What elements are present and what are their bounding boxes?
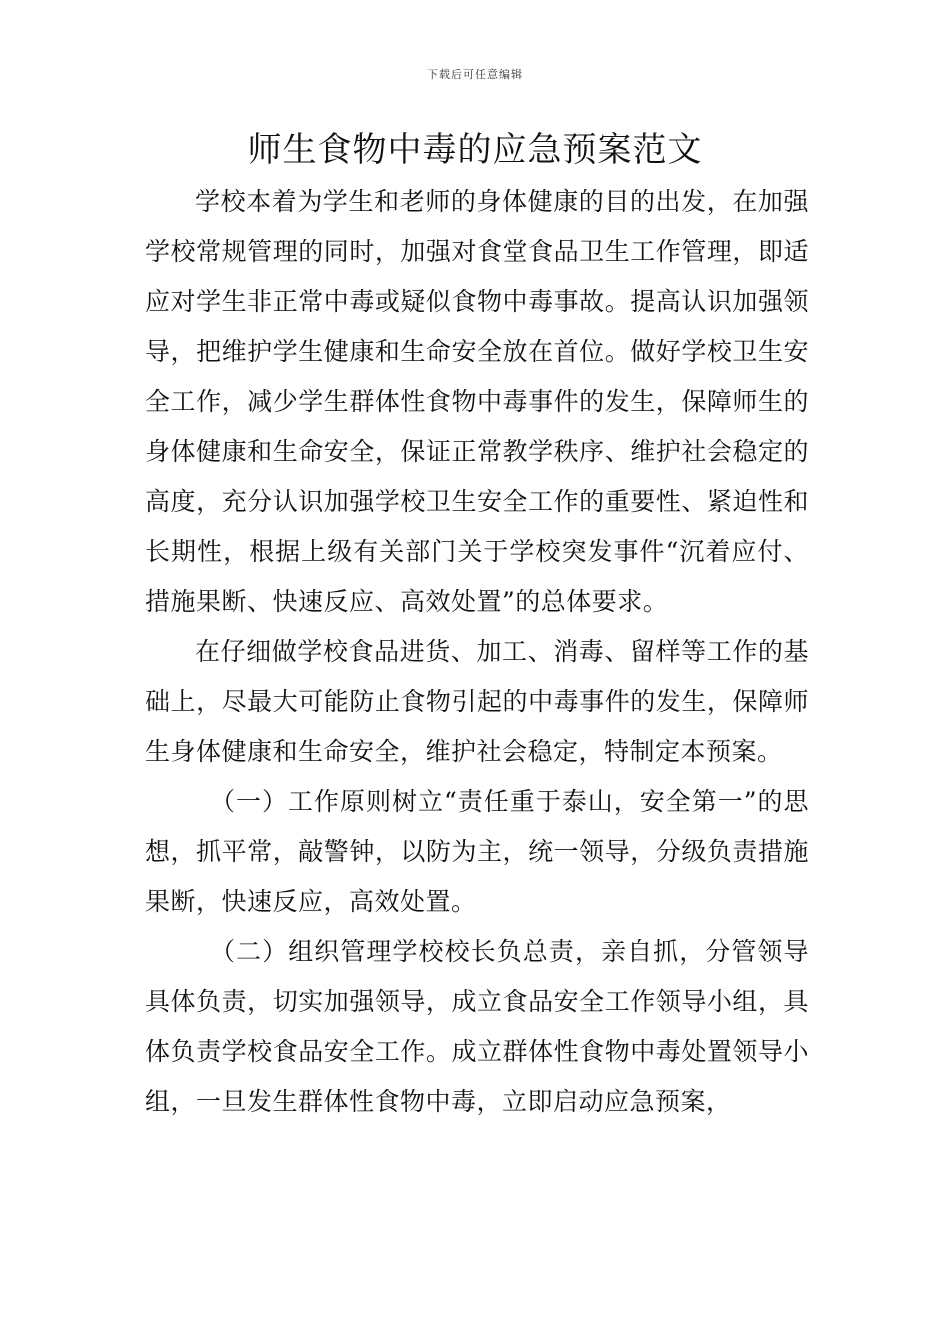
paragraph-organization: （二）组织管理学校校长负总责，亲自抓，分管领导具体负责，切实加强领导，成立食品安全工作领导小组，具体负责学校食品安全工作。成立群体性食物中毒处置领导小组，一旦发生群体性食物中毒，立即启动应急预案， <box>145 937 809 1116</box>
paragraph-intro: 学校本着为学生和老师的身体健康的目的出发，在加强学校常规管理的同时，加强对食堂食品卫生工作管理，即适应对学生非正常中毒或疑似食物中毒事故。提高认识加强领导，把维护学生健康和生命安全放在首位。做好学校卫生安全工作，减少学生群体性食物中毒事件的发生，保障师生的身体健康和生命安全，保证正常教学秩序、维护社会稳定的高度，充分认识加强学校卫生安全工作的重要性、紧迫性和长期性，根据上级有关部门关于学校突发事件“沉着应付、措施果断、快速反应、高效处置”的总体要求。 <box>145 187 809 616</box>
document-title: 师生食物中毒的应急预案范文 <box>247 130 703 170</box>
paragraph-principles: （一）工作原则树立“责任重于泰山，安全第一”的思想，抓平常，敲警钟，以防为主，统一领导，分级负责措施果断，快速反应，高效处置。 <box>145 787 809 916</box>
document-body <box>145 177 809 1127</box>
paragraph-purpose: 在仔细做学校食品进货、加工、消毒、留样等工作的基础上，尽最大可能防止食物引起的中毒事件的发生，保障师生身体健康和生命安全，维护社会稳定，特制定本预案。 <box>145 637 809 766</box>
header-note: 下载后可任意编辑 <box>427 68 523 81</box>
